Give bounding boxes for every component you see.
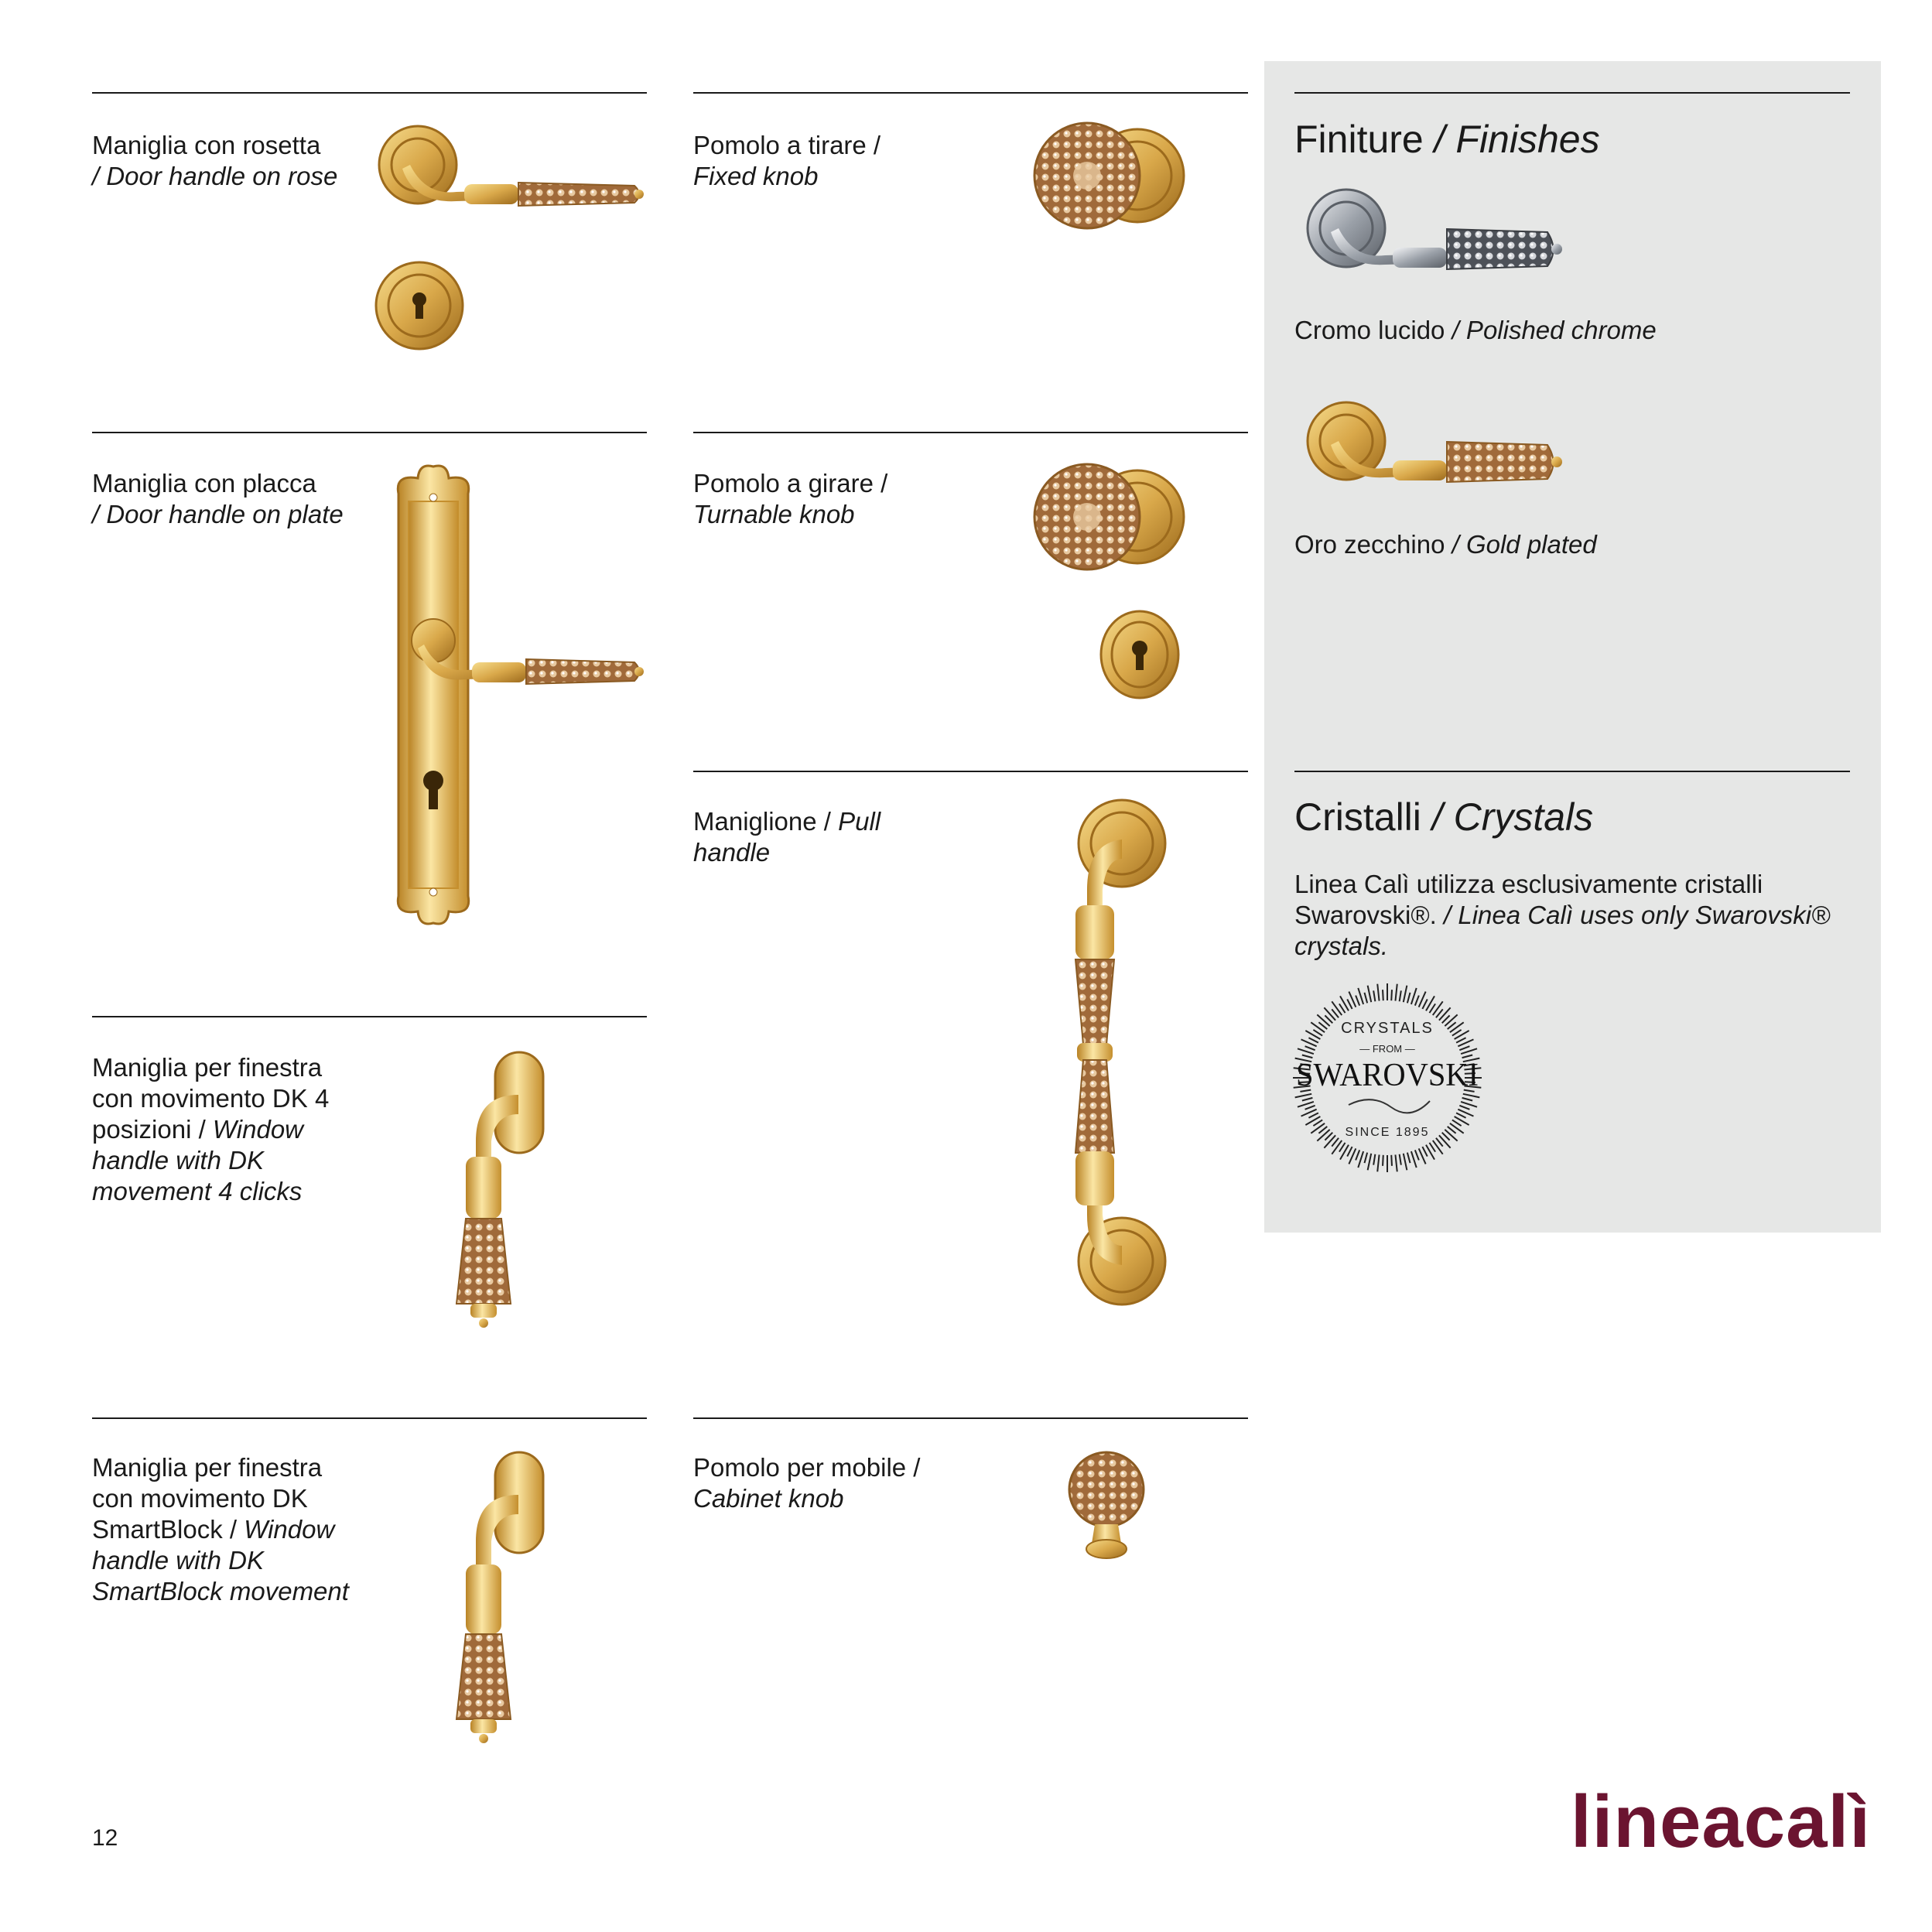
caption-english: / Polished chrome bbox=[1445, 316, 1657, 344]
description-english: / Linea Calì uses only Swarovski® crystals. bbox=[1294, 901, 1831, 960]
fixed-knob-image bbox=[1029, 118, 1199, 234]
heading-italian: Cristalli bbox=[1294, 795, 1421, 839]
label-italian: Pomolo a girare / bbox=[693, 469, 888, 498]
product-label-fixed-knob bbox=[693, 130, 972, 192]
finish-caption-gold bbox=[1294, 529, 1597, 560]
divider bbox=[92, 1417, 647, 1419]
seal-ray bbox=[1426, 1145, 1434, 1160]
seal-ray bbox=[1339, 1004, 1346, 1013]
seal-ray bbox=[1305, 1116, 1320, 1125]
seal-ray bbox=[1395, 984, 1397, 1001]
lineacali-logo: lineacalì bbox=[1571, 1780, 1871, 1863]
divider bbox=[1294, 92, 1850, 94]
label-italian: Maniglia con rosetta bbox=[92, 131, 321, 159]
crystals-description bbox=[1294, 869, 1867, 962]
seal-ray bbox=[1395, 1154, 1397, 1171]
label-english: / Door handle on plate bbox=[92, 500, 344, 528]
polished-chrome-handle-image bbox=[1300, 186, 1578, 271]
seal-ray bbox=[1339, 1143, 1346, 1152]
pull-handle-image bbox=[1045, 797, 1199, 1308]
seal-ray bbox=[1302, 1098, 1313, 1101]
label-english: Pull handle bbox=[693, 807, 881, 867]
caption-italian: Cromo lucido bbox=[1294, 316, 1445, 344]
seal-ray bbox=[1415, 996, 1419, 1006]
rose-keyhole-escutcheon-image bbox=[373, 259, 466, 352]
seal-ray bbox=[1332, 1001, 1342, 1015]
seal-ray bbox=[1311, 1123, 1325, 1134]
heading-english: / Crystals bbox=[1421, 795, 1594, 839]
seal-ray bbox=[1368, 1154, 1372, 1171]
door-handle-on-plate-image bbox=[364, 463, 650, 927]
product-label-window-handle-smartblock bbox=[92, 1452, 363, 1607]
seal-ray bbox=[1404, 986, 1407, 1003]
divider bbox=[1294, 771, 1850, 772]
label-italian: Maniglia per finestra con movimento DK SmartBlock / bbox=[92, 1453, 323, 1544]
seal-ray bbox=[1305, 1046, 1315, 1050]
divider bbox=[693, 432, 1248, 433]
seal-ray bbox=[1308, 1113, 1318, 1117]
seal-ray bbox=[1404, 1154, 1407, 1171]
label-english: Turnable knob bbox=[693, 500, 855, 528]
divider bbox=[693, 771, 1248, 772]
product-label-rose-handle bbox=[92, 130, 371, 192]
product-label-turnable-knob bbox=[693, 468, 972, 530]
seal-ray bbox=[1317, 1130, 1329, 1141]
product-label-plate-handle bbox=[92, 468, 371, 530]
label-english: Fixed knob bbox=[693, 162, 819, 190]
seal-ray bbox=[1368, 986, 1372, 1003]
seal-ray bbox=[1439, 1007, 1451, 1020]
seal-top-text: CRYSTALS bbox=[1341, 1020, 1434, 1037]
seal-ray bbox=[1391, 1155, 1392, 1166]
seal-ray bbox=[1400, 990, 1401, 1001]
seal-since-text: SINCE 1895 bbox=[1345, 1126, 1430, 1139]
label-english: / Door handle on rose bbox=[92, 162, 338, 190]
seal-ray bbox=[1450, 1123, 1464, 1134]
window-handle-smartblock-image bbox=[441, 1448, 549, 1758]
seal-ray bbox=[1377, 984, 1379, 1001]
seal-ray bbox=[1311, 1022, 1325, 1032]
heading-italian: Finiture bbox=[1294, 118, 1424, 161]
seal-ray bbox=[1324, 1135, 1335, 1147]
seal-ray bbox=[1407, 993, 1411, 1004]
caption-english: / Gold plated bbox=[1445, 530, 1597, 559]
seal-ray bbox=[1415, 1150, 1419, 1160]
seal-ray bbox=[1400, 1154, 1401, 1165]
seal-ray bbox=[1356, 996, 1359, 1006]
seal-ray bbox=[1463, 1094, 1480, 1098]
seal-ray bbox=[1347, 1147, 1352, 1156]
seal-ray bbox=[1373, 1154, 1375, 1165]
seal-ray bbox=[1356, 1150, 1359, 1160]
seal-ray bbox=[1445, 1130, 1457, 1141]
product-label-cabinet-knob bbox=[693, 1452, 972, 1514]
seal-ray bbox=[1377, 1154, 1379, 1171]
seal-brand-text: SWAROVSKI bbox=[1296, 1058, 1479, 1093]
seal-ray bbox=[1295, 1094, 1312, 1098]
seal-ray bbox=[1308, 1038, 1318, 1042]
door-handle-on-rose-image bbox=[371, 122, 650, 207]
seal-ray bbox=[1433, 1140, 1443, 1154]
finishes-heading bbox=[1294, 116, 1600, 162]
seal-ray bbox=[1317, 1014, 1329, 1026]
product-label-window-handle-dk4 bbox=[92, 1052, 363, 1207]
seal-ray bbox=[1429, 1004, 1435, 1013]
finish-caption-chrome bbox=[1294, 315, 1657, 346]
seal-ray bbox=[1452, 1120, 1462, 1126]
description-italian: Linea Calì utilizza esclusivamente cristalli Swarovski®. bbox=[1294, 870, 1763, 929]
seal-ray bbox=[1422, 999, 1427, 1008]
seal-ray bbox=[1456, 1038, 1465, 1042]
seal-ray bbox=[1462, 1098, 1473, 1101]
product-label-pull-handle bbox=[693, 806, 925, 868]
seal-ray bbox=[1332, 1140, 1342, 1154]
seal-ray bbox=[1407, 1153, 1411, 1164]
heading-english: / Finishes bbox=[1423, 118, 1600, 161]
seal-ray bbox=[1364, 993, 1367, 1004]
label-english: Window handle with DK SmartBlock movement bbox=[92, 1515, 349, 1605]
seal-ray bbox=[1433, 1001, 1443, 1015]
seal-ray bbox=[1422, 1147, 1427, 1156]
seal-ray bbox=[1455, 1031, 1469, 1039]
seal-ray bbox=[1459, 1046, 1469, 1050]
swarovski-seal-logo bbox=[1287, 977, 1488, 1178]
seal-ray bbox=[1373, 990, 1375, 1001]
seal-ray bbox=[1347, 999, 1352, 1008]
turnable-knob-image bbox=[1029, 459, 1199, 575]
seal-ray bbox=[1426, 996, 1434, 1010]
divider bbox=[693, 92, 1248, 94]
seal-ray bbox=[1364, 1153, 1367, 1164]
seal-ray bbox=[1452, 1030, 1462, 1036]
divider bbox=[693, 1417, 1248, 1419]
euro-cylinder-escutcheon-image bbox=[1097, 608, 1182, 701]
seal-ray bbox=[1445, 1014, 1457, 1026]
seal-ray bbox=[1429, 1143, 1435, 1152]
divider bbox=[92, 432, 647, 433]
seal-ray bbox=[1456, 1113, 1465, 1117]
divider bbox=[92, 1016, 647, 1017]
divider bbox=[92, 92, 647, 94]
seal-ray bbox=[1459, 1106, 1469, 1110]
seal-ray bbox=[1340, 1145, 1349, 1160]
seal-ray bbox=[1439, 1135, 1451, 1147]
seal-ray bbox=[1455, 1116, 1469, 1125]
caption-italian: Oro zecchino bbox=[1294, 530, 1445, 559]
seal-ray bbox=[1305, 1106, 1315, 1110]
label-english: Cabinet knob bbox=[693, 1484, 844, 1513]
seal-ray bbox=[1305, 1031, 1320, 1039]
seal-ray bbox=[1391, 990, 1392, 1000]
label-italian: Maniglia con placca bbox=[92, 469, 316, 498]
label-english: Window handle with DK movement 4 clicks bbox=[92, 1115, 304, 1205]
seal-ray bbox=[1313, 1120, 1322, 1126]
page-number: 12 bbox=[92, 1825, 118, 1851]
crystals-heading bbox=[1294, 794, 1593, 840]
seal-from-text: — FROM — bbox=[1359, 1043, 1415, 1055]
seal-ray bbox=[1340, 996, 1349, 1010]
window-handle-dk4-image bbox=[441, 1048, 549, 1342]
label-italian: Pomolo a tirare / bbox=[693, 131, 881, 159]
seal-ray bbox=[1324, 1007, 1335, 1020]
seal-ray bbox=[1313, 1030, 1322, 1036]
label-italian: Pomolo per mobile / bbox=[693, 1453, 921, 1482]
label-italian: Maniglione / bbox=[693, 807, 839, 836]
cabinet-knob-image bbox=[1064, 1447, 1149, 1563]
label-italian: Maniglia per finestra con movimento DK 4 posizioni / bbox=[92, 1053, 330, 1144]
gold-plated-handle-image bbox=[1300, 398, 1578, 484]
seal-ray bbox=[1450, 1022, 1464, 1032]
